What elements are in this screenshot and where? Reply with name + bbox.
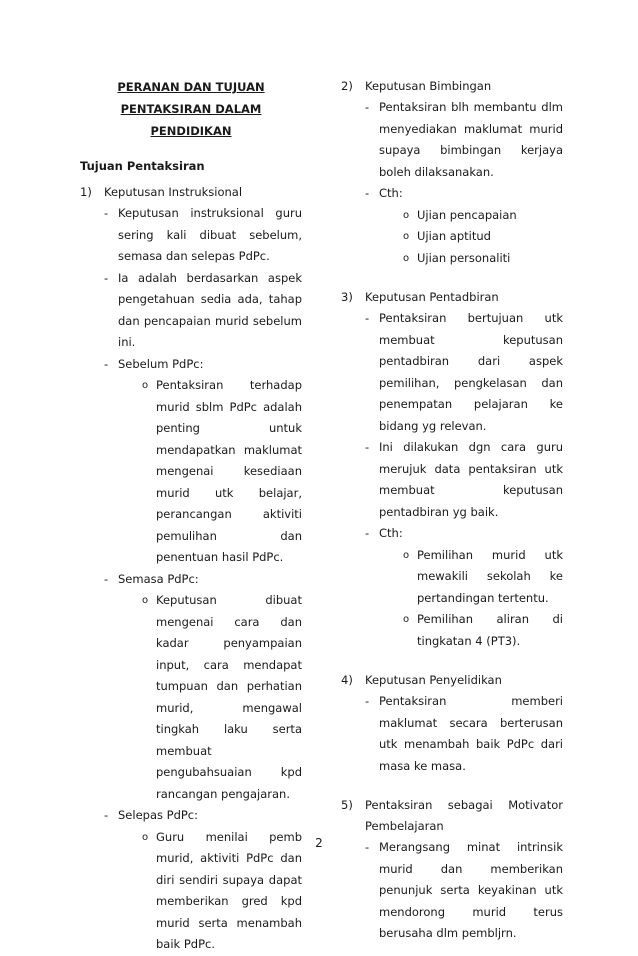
bullet-point [341, 609, 563, 652]
dash-marker: - [365, 311, 370, 325]
bullet-marker: o [142, 380, 149, 391]
dash-point [341, 523, 563, 545]
dash-text: Semasa PdPc: [118, 571, 199, 586]
item-keputusan-penyelidikan [341, 670, 563, 691]
bullet-point [341, 205, 563, 227]
dash-point [80, 805, 302, 827]
dash-marker: - [365, 694, 370, 708]
dash-point [341, 97, 563, 183]
dash-point [80, 203, 302, 268]
bullet-text: Ujian personaliti [417, 250, 511, 265]
dash-marker: - [104, 206, 109, 220]
item-title: Keputusan Bimbingan [365, 79, 492, 93]
bullet-text: Ujian aptitud [417, 229, 491, 243]
dash-marker: - [365, 186, 370, 200]
item-motivator-pembelajaran [341, 795, 563, 837]
dash-point [341, 837, 563, 945]
dash-point [341, 308, 563, 437]
item-number: 3) [341, 290, 353, 304]
dash-text: Ia adalah berdasarkan aspek pengetahuan sedia ada, tahap dan pencapaian murid sebelum ini. [118, 270, 302, 349]
bullet-text: Keputusan dibuat mengenai cara dan kadar penyampaian input, cara mendapat tumpuan dan perhatian murid, mengawal tingkah laku serta membuat pengubahsuaian kpd rancangan pengajaran. [156, 593, 302, 801]
item-title: Keputusan Pentadbiran [365, 290, 499, 304]
dash-marker: - [365, 526, 370, 540]
item-number: 5) [341, 798, 353, 812]
left-column [80, 76, 302, 956]
item-title: Pentaksiran sebagai Motivator Pembelajaran [365, 798, 563, 833]
bullet-text: Pemilihan murid utk mewakili sekolah ke pertandingan tertentu. [417, 547, 563, 605]
item-keputusan-instruksional [80, 182, 302, 203]
document-title [80, 76, 302, 142]
section-heading: Tujuan Pentaksiran [80, 159, 205, 173]
bullet-point [80, 590, 302, 805]
item-number: 4) [341, 673, 353, 687]
bullet-text: Pentaksiran terhadap murid sblm PdPc adalah penting untuk mendapatkan maklumat mengenai kesediaan murid utk belajar, perancangan aktiviti pemulihan dan penentuan hasil PdPc. [156, 378, 302, 564]
item-keputusan-bimbingan [341, 76, 563, 97]
bullet-marker: o [403, 231, 410, 242]
dash-point [80, 268, 302, 354]
dash-marker: - [104, 808, 109, 822]
dash-text: Pentaksiran blh membantu dlm menyediakan maklumat murid supaya bimbingan kerjaya boleh dilaksanakan. [379, 100, 563, 179]
dash-text: Pentaksiran memberi maklumat secara berterusan utk menambah baik PdPc dari masa ke masa. [379, 694, 563, 773]
dash-marker: - [104, 356, 109, 371]
dash-text: Keputusan instruksional guru sering kali dibuat sebelum, semasa dan selepas PdPc. [118, 206, 302, 263]
bullet-marker: o [142, 831, 149, 843]
item-title: Keputusan Instruksional [104, 185, 243, 199]
dash-text: Cth: [379, 526, 403, 540]
item-title: Keputusan Penyelidikan [365, 673, 502, 687]
bullet-text: Pemilihan aliran di tingkatan 4 (PT3). [417, 612, 563, 648]
bullet-marker: o [403, 614, 410, 625]
dash-marker: - [104, 270, 109, 285]
dash-point [80, 354, 302, 376]
bullet-point [80, 375, 302, 569]
bullet-point [341, 545, 563, 610]
dash-point [341, 183, 563, 205]
item-keputusan-pentadbiran [341, 287, 563, 308]
dash-point [341, 437, 563, 523]
right-column [341, 76, 563, 945]
dash-text: Merangsang minat intrinsik murid dan memberikan penunjuk serta keyakinan utk mendorong murid terus berusaha dlm pembljrn. [379, 840, 563, 940]
dash-marker: - [365, 100, 370, 114]
page-number: 2 [315, 836, 323, 850]
dash-text: Selepas PdPc: [118, 808, 199, 822]
bullet-point [341, 248, 563, 270]
bullet-text: Ujian pencapaian [417, 207, 517, 222]
bullet-text: Guru menilai pemb murid, aktiviti PdPc dan diri sendiri supaya dapat memberikan gred kpd murid serta menambah baik PdPc. [156, 829, 302, 951]
dash-marker: - [365, 840, 370, 854]
dash-text: Cth: [379, 186, 403, 200]
dash-marker: - [104, 571, 109, 586]
bullet-marker: o [142, 595, 149, 606]
bullet-point [341, 226, 563, 248]
title-line-1: PERANAN DAN TUJUAN [117, 80, 265, 94]
bullet-marker: o [403, 549, 410, 561]
title-line-2: PENTAKSIRAN DALAM PENDIDIKAN [120, 102, 262, 138]
dash-marker: - [365, 440, 370, 454]
dash-text: Ini dilakukan dgn cara guru merujuk data pentaksiran utk membuat keputusan pentadbiran yg baik. [379, 440, 563, 519]
bullet-marker: o [403, 252, 410, 264]
dash-text: Pentaksiran bertujuan utk membuat keputusan pentadbiran dari aspek pemilihan, pengkelasan dan penempatan pelajaran ke bidang yg relevan. [379, 311, 563, 433]
item-number: 1) [80, 185, 92, 199]
dash-text: Sebelum PdPc: [118, 356, 204, 371]
bullet-marker: o [403, 209, 410, 221]
dash-point [341, 691, 563, 777]
dash-point [80, 569, 302, 591]
item-number: 2) [341, 79, 353, 93]
